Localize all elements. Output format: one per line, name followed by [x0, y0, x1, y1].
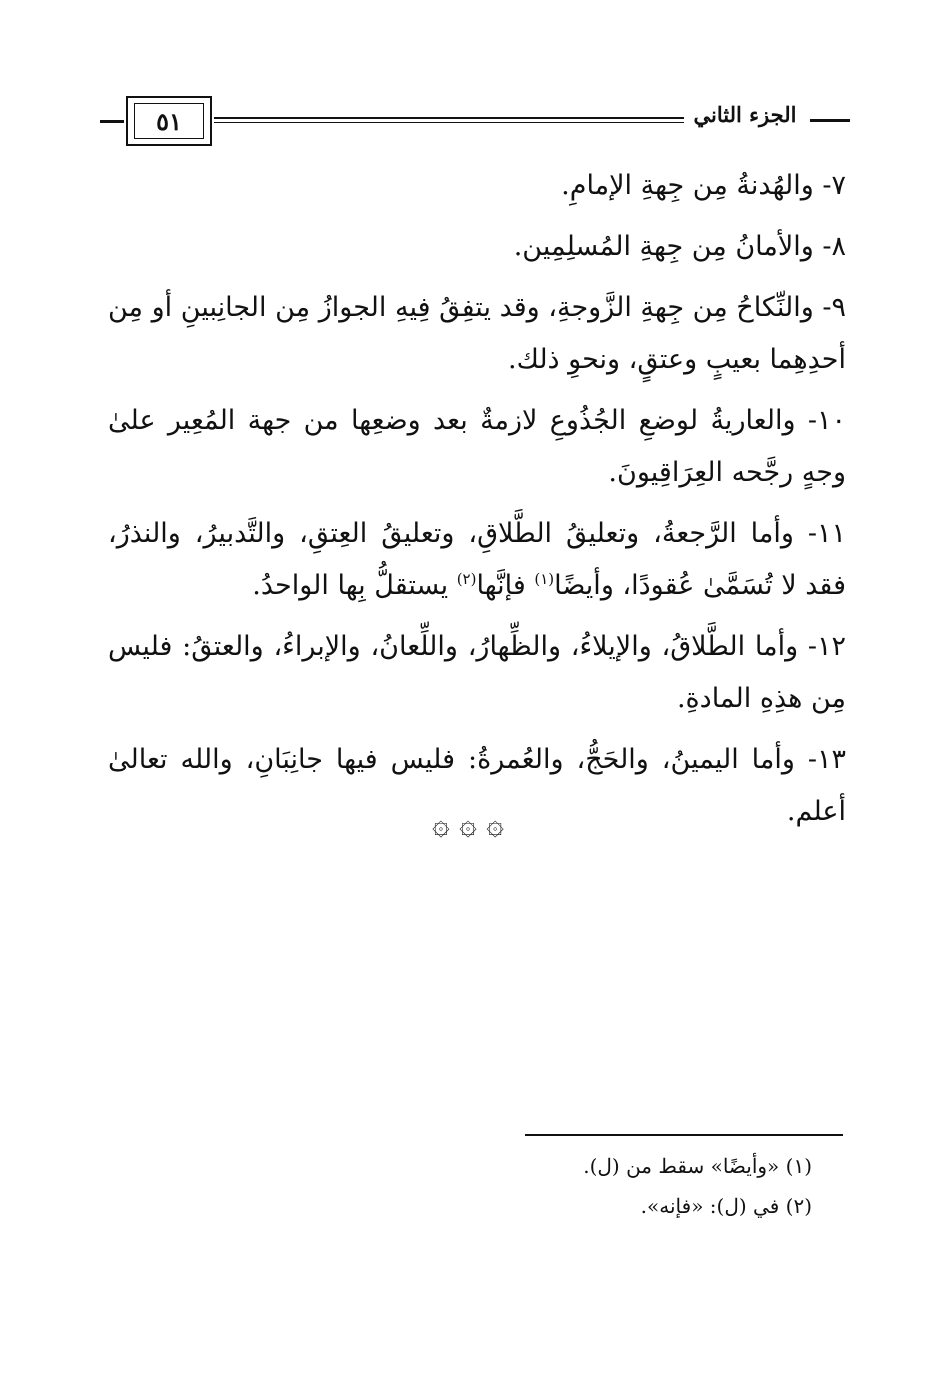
footnote-ref-2[interactable]: (٢) — [456, 570, 477, 588]
footnotes — [400, 1146, 812, 1226]
paragraph-9: ٩- والنِّكاحُ مِن جِهةِ الزَّوجةِ، وقد يتفِقُ فِيهِ الجوازُ مِن الجانِبينِ أو مِن أحدِهِما بعيبٍ وعتقٍ، ونحوِ ذلك. — [108, 292, 846, 375]
paragraph-7: ٧- والهُدنةُ مِن جِهةِ الإمامِ. — [561, 170, 846, 201]
footnote-ref-1[interactable]: (١) — [534, 570, 555, 588]
header-rule-right — [810, 119, 850, 122]
paragraph-10: ١٠- والعاريةُ لوضعِ الجُذُوعِ لازمةٌ بعد وضعِها من جهة المُعِير علىٰ وجهٍ رجَّحه العِرَاقِيونَ. — [108, 405, 846, 488]
paragraph-12: ١٢- وأما الطَّلاقُ، والإيلاءُ، والظِّهارُ، واللِّعانُ، والإبراءُ، والعتقُ: فليس مِن هذِهِ المادةِ. — [108, 631, 846, 714]
page-number: ٥١ — [134, 103, 204, 139]
header-rule — [214, 117, 684, 123]
running-title: الجزء الثاني — [693, 102, 797, 127]
footnote-2: (٢) في (ل): «فإنه». — [640, 1194, 812, 1218]
header-rule-left — [100, 120, 124, 123]
paragraph-8: ٨- والأمانُ مِن جِهةِ المُسلِمِين. — [513, 231, 846, 262]
paragraph-13: ١٣- وأما اليمينُ، والحَجُّ، والعُمرةُ: فليس فيها جانِبَانِ، والله تعالىٰ أعلم. — [108, 744, 846, 827]
page-number-box — [126, 96, 212, 146]
footnote-1: (١) «وأيضًا» سقط من (ل). — [583, 1154, 812, 1178]
main-text — [108, 160, 846, 847]
paragraph-11-text: ١١- وأما الرَّجعةُ، وتعليقُ الطَّلاقِ، وتعليقُ العِتقِ، والتَّدبيرُ، والنذرُ، فقد لا تُسَمَّىٰ عُقودًا، وأيضًا — [108, 518, 846, 601]
footnote-separator — [525, 1134, 843, 1136]
section-end-ornament: ۞ ۞ ۞ — [432, 807, 504, 842]
page-header — [100, 96, 852, 152]
paragraph-11-middle: فإنَّها — [476, 570, 535, 601]
paragraph-11-end: يستقلُّ بِها الواحدُ. — [252, 570, 457, 601]
paragraph-11 — [108, 508, 846, 612]
